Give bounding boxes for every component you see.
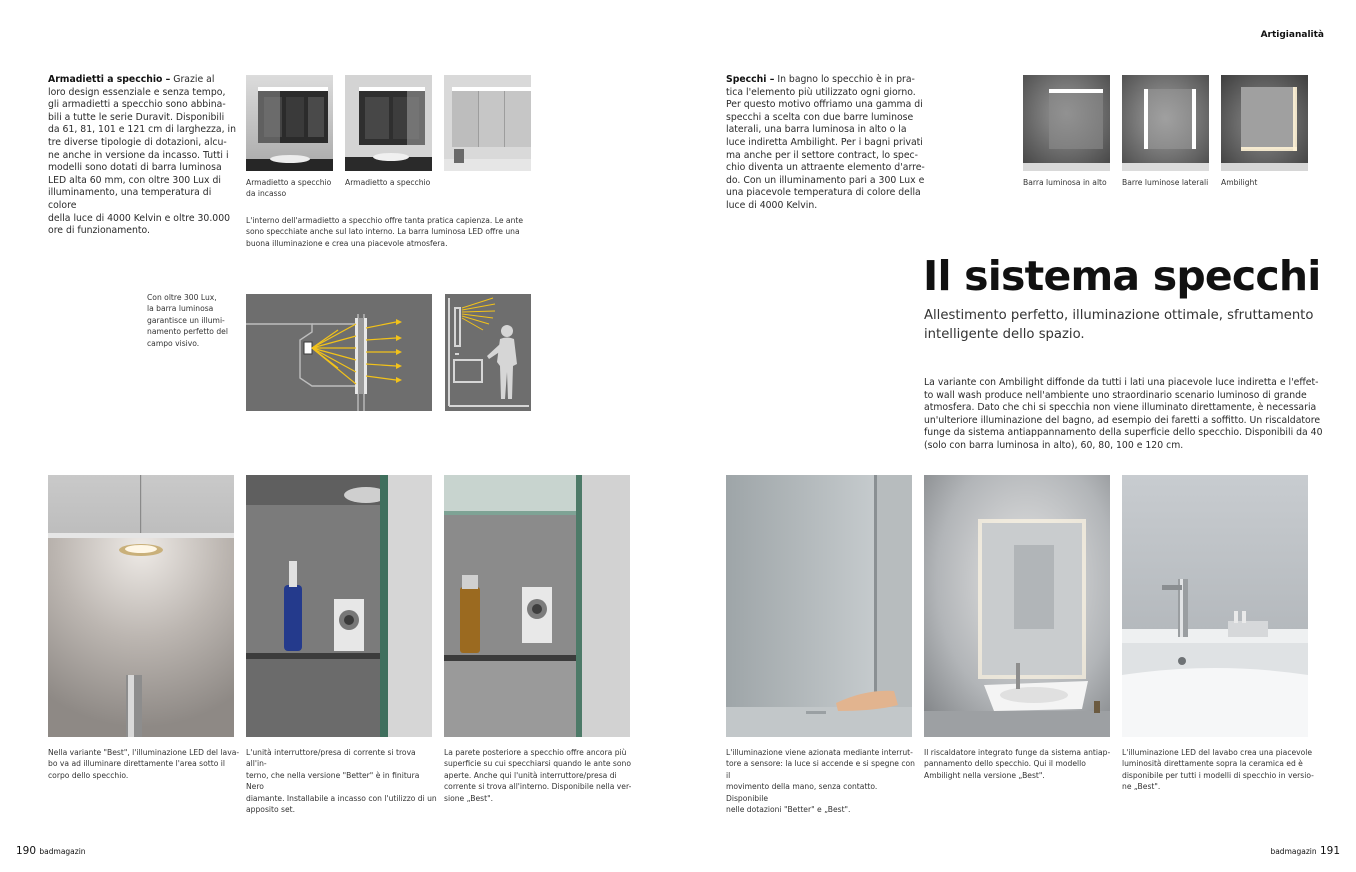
thumb-cabinet-closed <box>444 75 531 171</box>
left-magazine-name: badmagazin <box>39 847 86 856</box>
photo-led-basin-light <box>48 475 234 737</box>
photo-ambilight-heater <box>924 475 1110 737</box>
right-folio <box>1250 845 1340 857</box>
thumb-mirror-side-bars <box>1122 75 1209 171</box>
page-title: Il sistema specchi <box>923 252 1321 300</box>
photo-caption-heater: Il riscaldatore integrato funge da sistema antiap- pannamento dello specchio. Qui il modello Ambilight nella versione „Best". <box>924 748 1111 780</box>
thumb-cabinet-recessed <box>246 75 333 171</box>
right-page-number: 191 <box>1319 845 1340 857</box>
interior-caption: L'interno dell'armadietto a specchio offre tanta pratica capienza. Le ante sono specchiate anche sul lato interno. La barra luminosa LED offre una buona illuminazione e crea una piacevole atmosfera. <box>246 216 524 248</box>
photo-caption-socket-better: L'unità interruttore/presa di corrente si trova all'in- terno, che nella versione "Better" è in finitura Nero diamante. Installabile a incasso con l'utilizzo di un apposito set. <box>246 748 437 815</box>
thumb-caption-side-bars: Barre luminose laterali <box>1122 178 1209 187</box>
photo-basin-led <box>1122 475 1308 737</box>
left-intro-lead: Armadietti a specchio – <box>48 74 171 85</box>
thumb-cabinet-open <box>345 75 432 171</box>
left-intro-paragraph <box>48 74 238 238</box>
photo-caption-sensor: L'illuminazione viene azionata mediante interrut- tore a sensore: la luce si accende e si spegne con il movimento della mano, senza contatto. Disponibile nelle dotazioni "Better" e „Best". <box>726 748 915 815</box>
lux-caption: Con oltre 300 Lux, la barra luminosa garantisce un illumi- namento perfetto del campo visivo. <box>147 293 228 348</box>
thumb-caption-cabinet: Armadietto a specchio <box>345 178 431 187</box>
photo-sensor-switch <box>726 475 912 737</box>
thumb-caption-top-bar: Barra luminosa in alto <box>1023 178 1107 187</box>
photo-mirror-back-wall <box>444 475 630 737</box>
left-folio <box>16 845 86 857</box>
page-subtitle: Allestimento perfetto, illuminazione ottimale, sfruttamento intelligente dello spazio. <box>924 308 1314 342</box>
photo-caption-mirror-back: La parete posteriore a specchio offre ancora più superficie su cui specchiarsi quando le ante sono aperte. Anche qui l'unità interruttore/presa di corrente si trova all'interno. Disponibile nella ver- sione „Best". <box>444 748 632 803</box>
person-mirror-diagram <box>445 294 531 411</box>
thumb-mirror-ambilight <box>1221 75 1308 171</box>
thumb-caption-recessed: Armadietto a specchio da incasso <box>246 178 332 199</box>
right-intro-text: In bagno lo specchio è in pra- tica l'elemento più utilizzato ogni giorno. Per questo motivo offriamo una gamma di specchi a scelta con due barre luminose laterali, una barra luminosa in alto o la luce indiretta Ambilight. Per i bagni privati ma anche per il settore contract, lo spec- chio diventa un attraente elemento d'arre- do. Con un illuminamento pari a 300 Lux e una piacevole temperatura di colore della luce di 4000 Kelvin. <box>726 74 925 211</box>
ambilight-paragraph: La variante con Ambilight diffonde da tutti i lati una piacevole luce indiretta e l'effet- to wall wash produce nell'ambiente uno straordinario scenario luminoso di grande atmosfera. Dato che chi si specchia non viene illuminato direttamente, è necessaria un'ulteriore illuminazione del bagno, ad esempio dei faretti a soffitto. Un riscaldatore funge da sistema antiappannamento della superficie dello specchio. Disponibili da 40 (solo con barra luminosa in alto), 60, 80, 100 e 120 cm. <box>924 377 1323 451</box>
photo-caption-led-basin: Nella variante "Best", l'illuminazione LED del lava- bo va ad illuminare direttamente l'area sotto il corpo dello specchio. <box>48 748 240 780</box>
left-page-number: 190 <box>16 845 37 857</box>
right-intro-paragraph <box>726 74 926 213</box>
section-label: Artigianalità <box>1260 30 1324 40</box>
right-intro-lead: Specchi – <box>726 74 775 85</box>
photo-caption-basin-led: L'illuminazione LED del lavabo crea una piacevole luminosità direttamente sopra la ceramica ed è disponibile per tutti i modelli di specchio in versio- ne „Best". <box>1122 748 1314 792</box>
thumb-mirror-top-bar <box>1023 75 1110 171</box>
left-intro-text: Grazie al loro design essenziale e senza tempo, gli armadietti a specchio sono abbina- bili a tutte le serie Duravit. Disponibili da 61, 81, 101 e 121 cm di larghezza, in tre diverse tipologie di dotazioni, alcu- ne anche in versione da incasso. Tutti i modelli sono dotati di barra luminosa LED alta 60 mm, con oltre 300 Lux di illuminamento, una temperatura di colore della luce di 4000 Kelvin e oltre 30.000 ore di funzionamento. <box>48 74 236 237</box>
photo-socket-unit-better <box>246 475 432 737</box>
thumb-caption-ambilight: Ambilight <box>1221 178 1258 187</box>
light-bar-diagram <box>246 294 432 411</box>
right-magazine-name: badmagazin <box>1270 847 1317 856</box>
